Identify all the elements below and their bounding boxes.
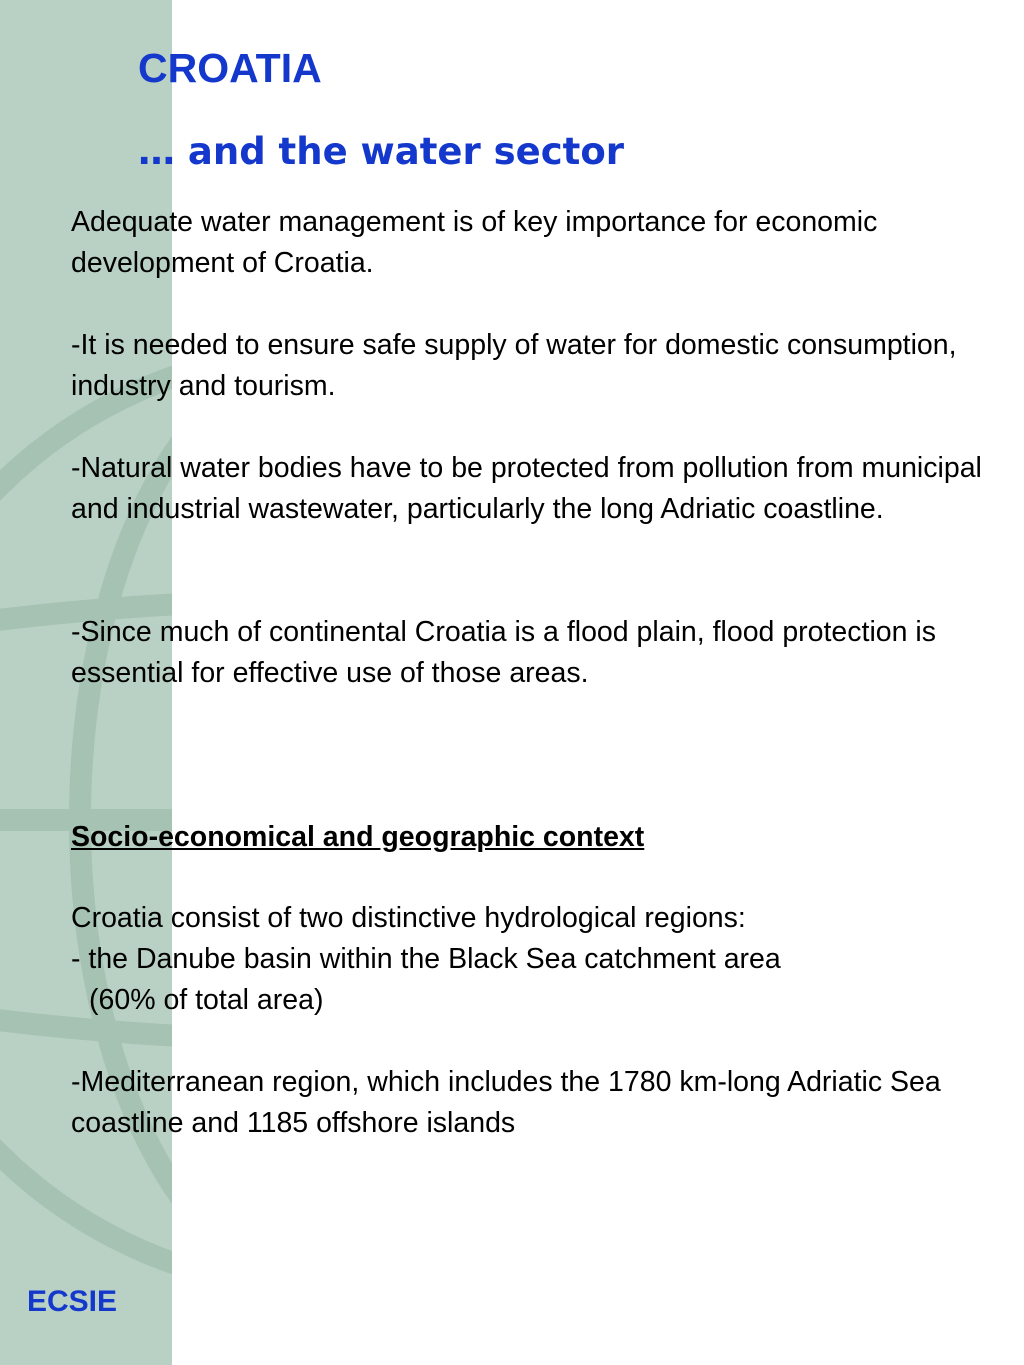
slide-subtitle: … and the water sector <box>138 130 625 173</box>
ecsie-logo: ECSIE <box>27 1285 118 1318</box>
context-heading: Socio-economical and geographic context <box>71 821 645 853</box>
region-mediterranean: -Mediterranean region, which includes the 1780 km-long Adriatic Sea coastline and 1185 offshore islands <box>71 1066 941 1139</box>
point-flood-protection: -Since much of continental Croatia is a flood plain, flood protection is essential for effective use of those areas. <box>71 616 936 689</box>
point-pollution-protection: -Natural water bodies have to be protected from pollution from municipal and industrial wastewater, particularly the long Adriatic coastline. <box>71 452 982 525</box>
point-water-supply: -It is needed to ensure safe supply of water for domestic consumption, industry and tourism. <box>71 329 957 402</box>
intro-paragraph: Adequate water management is of key importance for economic development of Croatia. <box>71 206 878 279</box>
slide-title: CROATIA <box>138 45 322 91</box>
region-danube-share: (60% of total area) <box>89 984 324 1016</box>
region-danube-line: - the Danube basin within the Black Sea catchment area <box>71 943 781 975</box>
context-intro: Croatia consist of two distinctive hydrological regions: <box>71 902 746 934</box>
